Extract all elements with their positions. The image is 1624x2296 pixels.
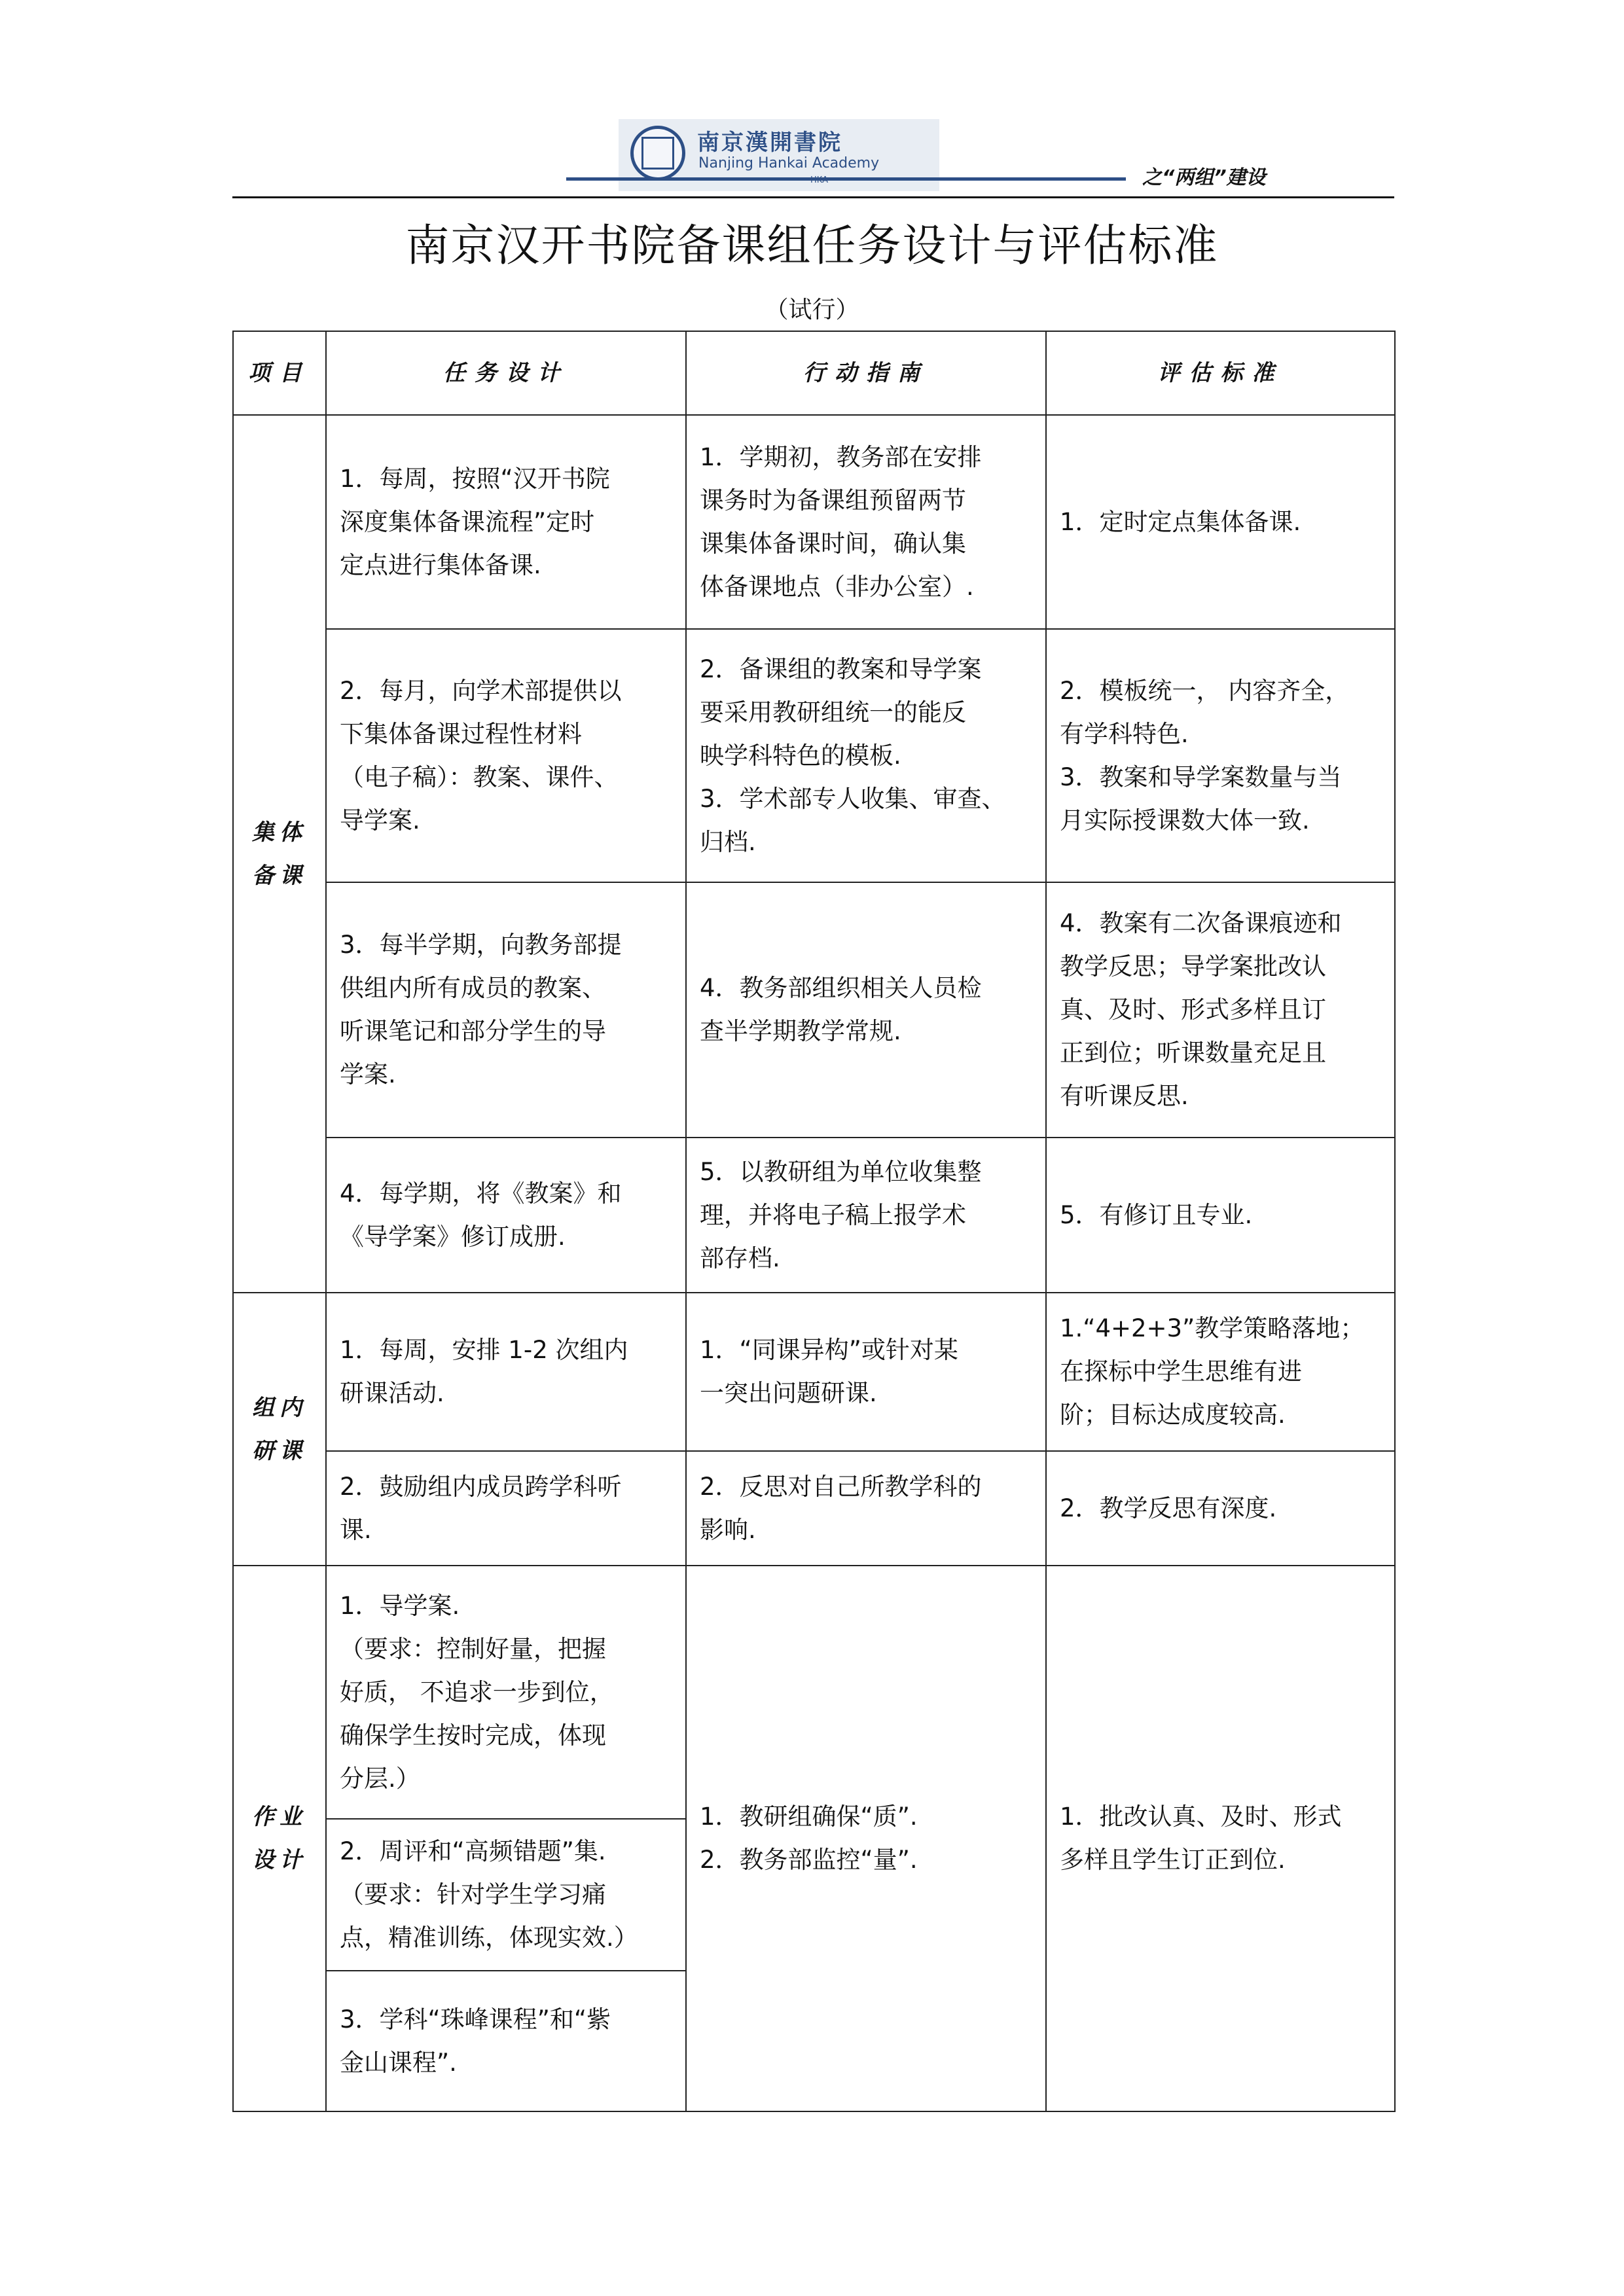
task-cell: 4．每学期，将《教案》和 《导学案》修订成册. bbox=[326, 1138, 686, 1293]
table-row bbox=[233, 1293, 1395, 1451]
page-header bbox=[232, 105, 1394, 203]
task-cell: 1．每周，安排 1-2 次组内 研课活动. bbox=[326, 1293, 686, 1451]
guide-cell: 4．教务部组织相关人员检 查半学期教学常规. bbox=[686, 882, 1046, 1138]
standards-table bbox=[232, 331, 1396, 2112]
document-subtitle: （试行） bbox=[765, 296, 859, 323]
header-evaluation: 评估标准 bbox=[1046, 331, 1395, 415]
header-slogan: 之“两组”建设 bbox=[1142, 166, 1266, 189]
table-header-row bbox=[233, 331, 1395, 415]
standard-cell: 1．批改认真、及时、形式 多样且学生订正到位. bbox=[1046, 1566, 1395, 2111]
standard-cell: 4．教案有二次备课痕迹和 教学反思；导学案批改认 真、及时、形式多样且订 正到位；听课数量充足且 有听课反思. bbox=[1046, 882, 1395, 1138]
header-accent-line bbox=[566, 177, 1126, 181]
guide-cell: 1．学期初，教务部在安排 课务时为备课组预留两节 课集体备课时间，确认集 体备课地点（非办公室）. bbox=[686, 415, 1046, 629]
guide-cell: 5．以教研组为单位收集整 理，并将电子稿上报学术 部存档. bbox=[686, 1138, 1046, 1293]
task-cell: 1．每周，按照“汉开书院 深度集体备课流程”定时 定点进行集体备课. bbox=[326, 415, 686, 629]
task-cell: 2．每月，向学术部提供以 下集体备课过程性材料 （电子稿）：教案、课件、 导学案. bbox=[326, 629, 686, 882]
header-action-guide: 行动指南 bbox=[686, 331, 1046, 415]
document-title: 南京汉开书院备课组任务设计与评估标准 bbox=[405, 220, 1219, 271]
table-row bbox=[233, 1451, 1395, 1566]
header-item: 项目 bbox=[233, 331, 326, 415]
logo-name: 南京漢開書院 bbox=[697, 130, 842, 156]
standard-cell: 2．教学反思有深度. bbox=[1046, 1451, 1395, 1566]
task-cell: 2．鼓励组内成员跨学科听 课. bbox=[326, 1451, 686, 1566]
standard-cell: 1．定时定点集体备课. bbox=[1046, 415, 1395, 629]
table-row bbox=[233, 882, 1395, 1138]
guide-cell: 1．教研组确保“质”. 2．教务部监控“量”. bbox=[686, 1566, 1046, 2111]
table-row bbox=[233, 629, 1395, 882]
guide-cell: 2．反思对自己所教学科的 影响. bbox=[686, 1451, 1046, 1566]
table-row bbox=[233, 415, 1395, 629]
logo-english-name: Nanjing Hankai Academy bbox=[698, 155, 880, 171]
guide-cell: 2．备课组的教案和导学案 要采用教研组统一的能反 映学科特色的模板. 3．学术部专人收集、审查、 归档. bbox=[686, 629, 1046, 882]
table-row bbox=[233, 1138, 1395, 1293]
table-row bbox=[233, 1566, 1395, 1819]
emblem-icon bbox=[630, 126, 685, 181]
task-cell: 2．周评和“高频错题”集. （要求：针对学生学习痛 点，精准训练，体现实效.） bbox=[326, 1819, 686, 1971]
task-cell: 3．学科“珠峰课程”和“紫 金山课程”. bbox=[326, 1971, 686, 2111]
category-collective-prep: 集体 备课 bbox=[233, 415, 326, 1293]
task-cell: 1．导学案. （要求：控制好量，把握 好质， 不追求一步到位， 确保学生按时完成，体现 分层.） bbox=[326, 1566, 686, 1819]
header-task-design: 任务设计 bbox=[326, 331, 686, 415]
standard-cell: 2．模板统一， 内容齐全， 有学科特色. 3．教案和导学案数量与当 月实际授课数大体一致. bbox=[1046, 629, 1395, 882]
category-homework-design: 作业 设计 bbox=[233, 1566, 326, 2111]
standard-cell: 5．有修订且专业. bbox=[1046, 1138, 1395, 1293]
task-cell: 3．每半学期，向教务部提 供组内所有成员的教案、 听课笔记和部分学生的导 学案. bbox=[326, 882, 686, 1138]
standard-cell: 1.“4+2+3”教学策略落地； 在探标中学生思维有进 阶；目标达成度较高. bbox=[1046, 1293, 1395, 1451]
guide-cell: 1．“同课异构”或针对某 一突出问题研课. bbox=[686, 1293, 1046, 1451]
category-lesson-study: 组内 研课 bbox=[233, 1293, 326, 1566]
header-divider bbox=[232, 196, 1394, 198]
